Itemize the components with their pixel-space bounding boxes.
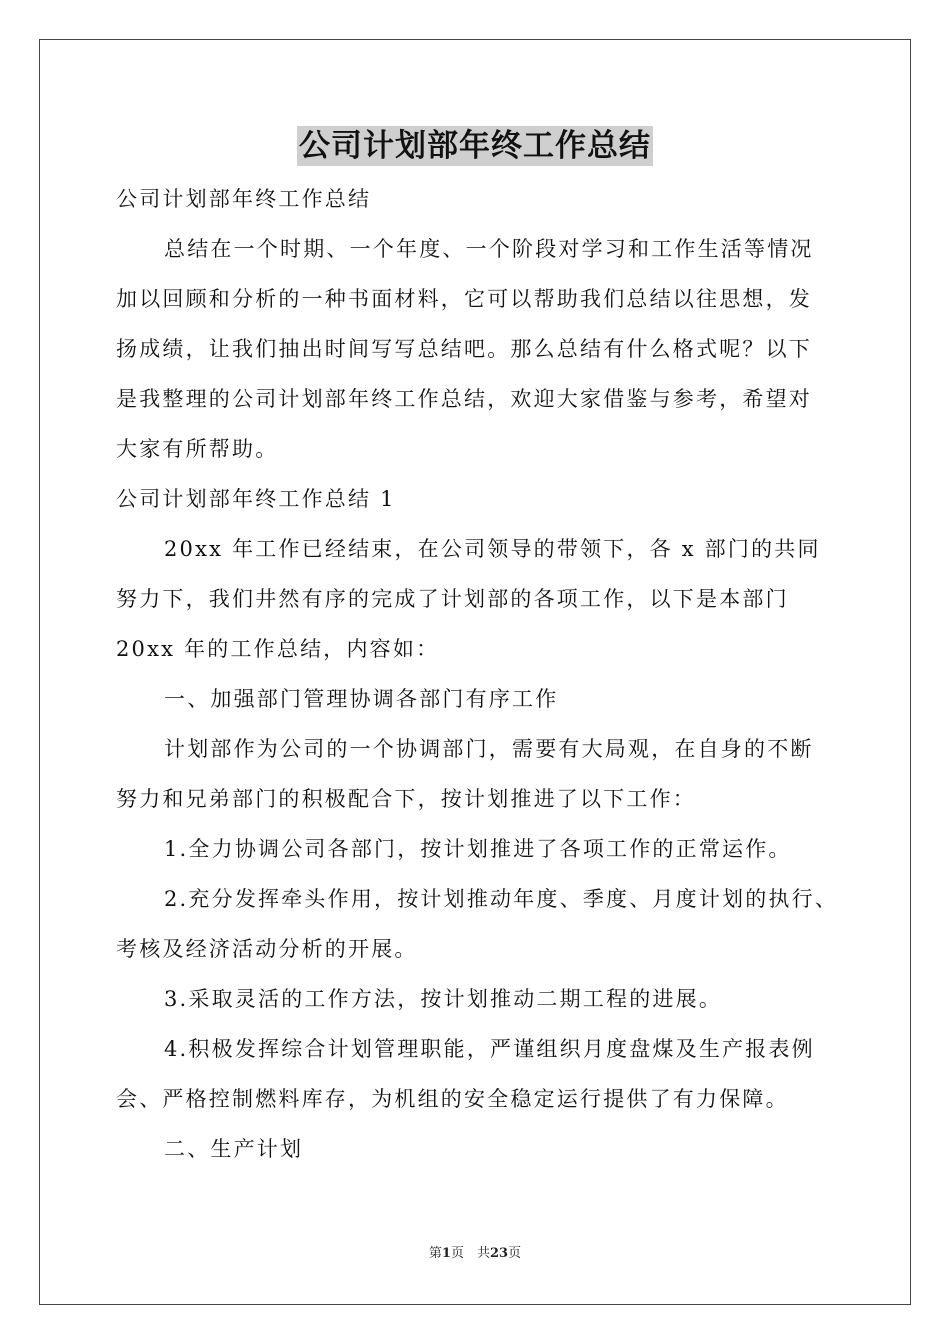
text-line: 扬成绩，让我们抽出时间写写总结吧。那么总结有什么格式呢？以下 (116, 337, 812, 361)
page-footer (0, 1245, 950, 1263)
text-line: 二、生产计划 (164, 1137, 304, 1161)
text-line: 会、严格控制燃料库存，为机组的安全稳定运行提供了有力保障。 (116, 1087, 789, 1111)
text-line: 大家有所帮助。 (116, 437, 279, 461)
text-line: 1.全力协调公司各部门，按计划推进了各项工作的正常运作。 (164, 837, 792, 861)
title-wrap (0, 126, 950, 166)
text-line: 计划部作为公司的一个协调部门，需要有大局观，在自身的不断 (164, 737, 814, 761)
page-border (39, 39, 911, 1305)
text-line: 加以回顾和分析的一种书面材料，它可以帮助我们总结以往思想，发 (116, 287, 812, 311)
text-line: 努力下，我们井然有序的完成了计划部的各项工作，以下是本部门 (116, 587, 789, 611)
footer-page-mid: 页 共 (450, 1246, 490, 1261)
text-line: 总结在一个时期、一个年度、一个阶段对学习和工作生活等情况 (164, 237, 814, 261)
footer-page-current: 1 (441, 1246, 451, 1261)
text-line: 一、加强部门管理协调各部门有序工作 (164, 687, 559, 711)
footer-page-total: 23 (489, 1246, 509, 1261)
footer-page-prefix: 第 (428, 1246, 442, 1261)
text-line: 公司计划部年终工作总结 1 (116, 487, 396, 511)
text-line: 4.积极发挥综合计划管理职能，严谨组织月度盘煤及生产报表例 (164, 1037, 815, 1061)
text-line: 3.采取灵活的工作方法，按计划推动二期工程的进展。 (164, 987, 723, 1011)
text-line: 考核及经济活动分析的开展。 (116, 937, 418, 961)
footer-page-suffix: 页 (508, 1246, 522, 1261)
document-title: 公司计划部年终工作总结 (299, 128, 651, 164)
text-line: 努力和兄弟部门的积极配合下，按计划推进了以下工作： (116, 787, 696, 811)
text-line: 20xx 年的工作总结，内容如： (116, 637, 440, 661)
text-line: 是我整理的公司计划部年终工作总结，欢迎大家借鉴与参考，希望对 (116, 387, 812, 411)
text-line: 公司计划部年终工作总结 (116, 187, 372, 211)
text-line: 2.充分发挥牵头作用，按计划推动年度、季度、月度计划的执行、 (164, 887, 839, 911)
text-line: 20xx 年工作已经结束，在公司领导的带领下，各 x 部门的共同 (164, 537, 821, 561)
